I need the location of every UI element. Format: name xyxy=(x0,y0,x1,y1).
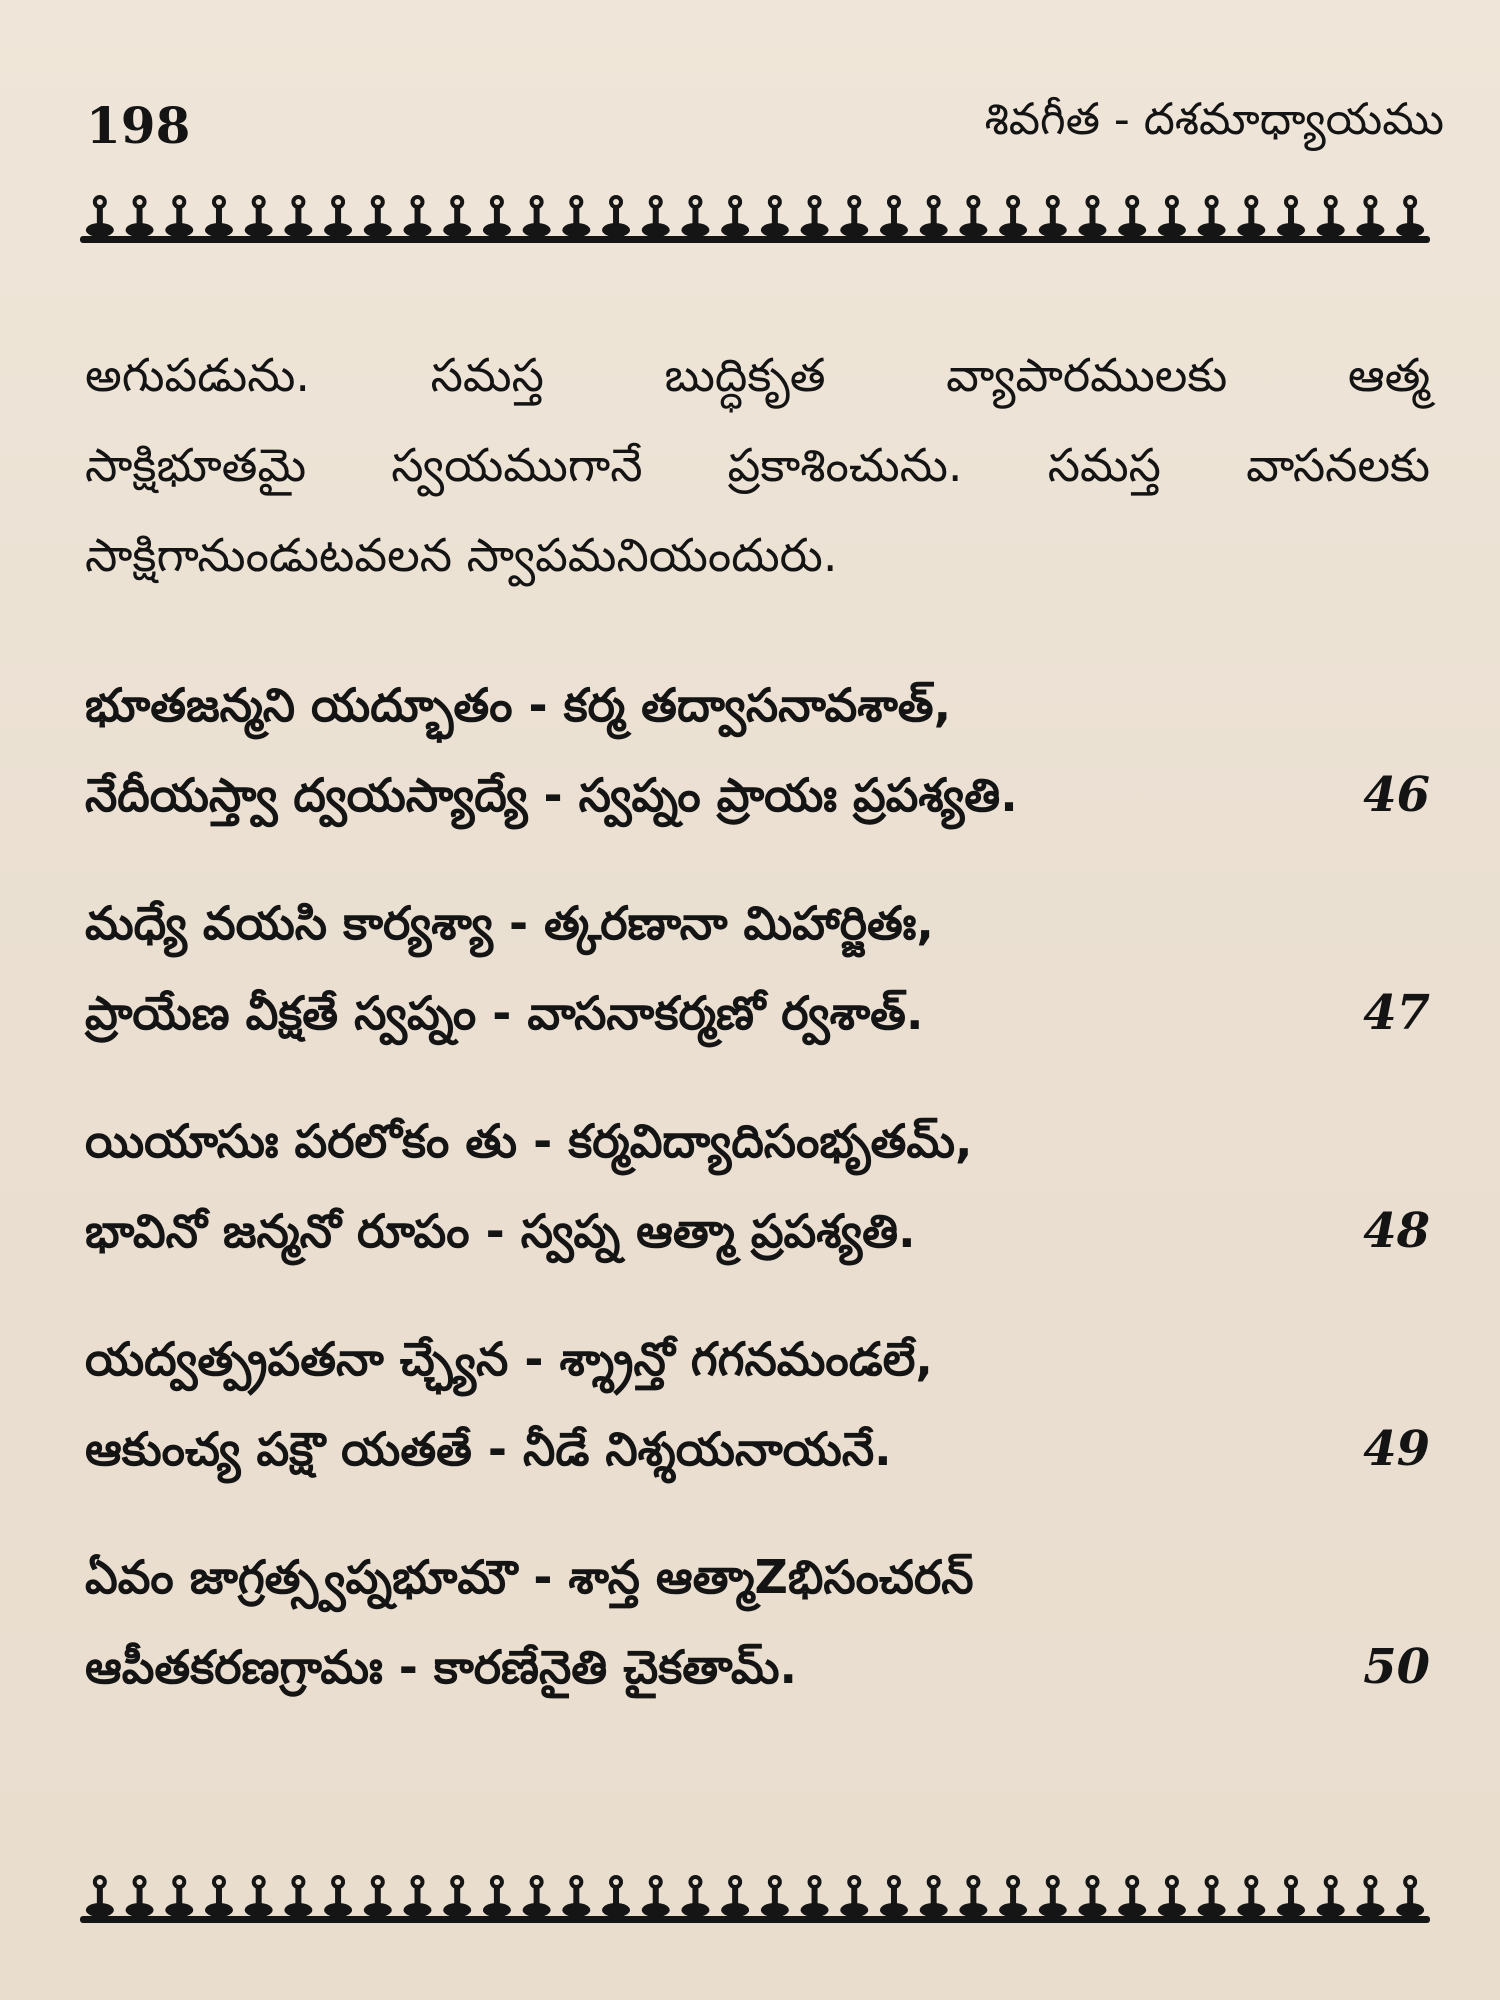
ornament-motif xyxy=(1356,1875,1384,1917)
ornament-motif xyxy=(801,195,829,237)
ornament-motif xyxy=(443,1875,471,1917)
page-number: 198 xyxy=(86,96,191,155)
ornament-motif xyxy=(1277,1875,1305,1917)
ornament-motif xyxy=(483,195,511,237)
verse-line-with-number xyxy=(85,968,1430,1058)
ornament-motif xyxy=(1396,195,1424,237)
verse-number: 50 xyxy=(1363,1639,1430,1695)
ornament-motif xyxy=(562,195,590,237)
ornament-motif xyxy=(761,1875,789,1917)
verse-46 xyxy=(85,660,1430,840)
verse-47 xyxy=(85,878,1430,1058)
verse-49 xyxy=(85,1314,1430,1494)
verse-number: 49 xyxy=(1363,1421,1430,1477)
ornament-motif xyxy=(364,195,392,237)
ornament-motif xyxy=(404,1875,432,1917)
ornament-motif xyxy=(642,1875,670,1917)
verse-line: యద్వత్ప్రపతనా చ్ఛ్యేన - శ్శ్రాన్తో గగనమండలే, xyxy=(85,1332,933,1386)
verse-48 xyxy=(85,1096,1430,1276)
ornament-motif xyxy=(840,195,868,237)
ornament-motif xyxy=(602,195,630,237)
ornament-motif xyxy=(880,1875,908,1917)
ornament-motif xyxy=(443,195,471,237)
ornament-motif xyxy=(959,195,987,237)
ornament-border-bottom xyxy=(80,1870,1430,1930)
ornament-motif xyxy=(86,195,114,237)
prose-line: అగుపడును. సమస్త బుద్ధికృత వ్యాపారములకు ఆత్మ xyxy=(85,348,1430,402)
ornament-motif xyxy=(1317,1875,1345,1917)
ornament-motif xyxy=(126,195,154,237)
ornament-motif xyxy=(840,1875,868,1917)
ornament-motif xyxy=(205,1875,233,1917)
ornament-motif xyxy=(602,1875,630,1917)
verse-line-with-number xyxy=(85,1186,1430,1276)
ornament-motif xyxy=(1118,1875,1146,1917)
verse-line: భూతజన్మని యద్భూతం - కర్మ తద్వాసనావశాత్, xyxy=(85,678,952,732)
verse-line: ఏవం జాగ్రత్స్వప్నభూమౌ - శాన్త ఆత్మాZభిసంచరన్ xyxy=(85,1550,974,1604)
ornament-motif xyxy=(1158,1875,1186,1917)
ornament-motif xyxy=(284,1875,312,1917)
ornament-motif xyxy=(284,195,312,237)
ornament-motif xyxy=(523,195,551,237)
ornament-motif xyxy=(364,1875,392,1917)
ornament-motif xyxy=(562,1875,590,1917)
verse-number: 48 xyxy=(1363,1203,1430,1259)
ornament-motif xyxy=(959,1875,987,1917)
ornament-motif xyxy=(1396,1875,1424,1917)
verse-line: మధ్యే వయసి కార్యశ్యా - త్కరణానా మిహార్జితః, xyxy=(85,896,934,950)
verse-number: 47 xyxy=(1363,985,1430,1041)
ornament-motif xyxy=(920,1875,948,1917)
ornament-motif xyxy=(86,1875,114,1917)
ornament-motif xyxy=(523,1875,551,1917)
ornament-border-top xyxy=(80,190,1430,250)
ornament-motif xyxy=(1237,195,1265,237)
verse-line-with-number xyxy=(85,750,1430,840)
ornament-motif xyxy=(483,1875,511,1917)
verse-list xyxy=(85,660,1430,1712)
ornament-motif xyxy=(761,195,789,237)
ornament-motif xyxy=(999,1875,1027,1917)
ornament-motif xyxy=(681,1875,709,1917)
verse-number: 46 xyxy=(1363,767,1430,823)
verse-line: నేదీయస్త్వా ద్వయస్యాద్యే - స్వప్నం ప్రాయః ప్రపశ్యతి. xyxy=(85,768,1018,822)
running-title: శివగీత - దశమాధ్యాయము xyxy=(984,94,1444,145)
ornament-motif xyxy=(642,195,670,237)
ornament-motif xyxy=(999,195,1027,237)
prose-paragraph xyxy=(85,330,1430,600)
verse-line: యియాసుః పరలోకం తు - కర్మవిద్యాదిసంభృతమ్, xyxy=(85,1114,973,1168)
verse-line: ఆకుంచ్య పక్షౌ యతతే - నీడే నిశ్శయనాయనే. xyxy=(85,1422,892,1476)
ornament-motif xyxy=(721,195,749,237)
prose-line: సాక్షిభూతమై స్వయముగానే ప్రకాశించును. సమస్త వాసనలకు xyxy=(85,438,1430,492)
ornament-motif xyxy=(880,195,908,237)
ornament-motif xyxy=(1277,195,1305,237)
ornament-motif xyxy=(1158,195,1186,237)
ornament-motif xyxy=(1356,195,1384,237)
ornament-motif xyxy=(721,1875,749,1917)
ornament-motif xyxy=(1198,1875,1226,1917)
verse-line: ప్రాయేణ వీక్షతే స్వప్నం - వాసనాకర్మణో ర్వశాత్. xyxy=(85,986,924,1040)
ornament-motif xyxy=(165,195,193,237)
ornament-motif xyxy=(165,1875,193,1917)
ornament-motif xyxy=(920,195,948,237)
prose-line: సాక్షిగానుండుటవలన స్వాపమనియందురు. xyxy=(85,528,838,582)
verse-line: భావినో జన్మనో రూపం - స్వప్న ఆత్మా ప్రపశ్యతి. xyxy=(85,1204,916,1258)
verse-line: ఆపీతకరణగ్రామః - కారణేనైతి చైకతామ్. xyxy=(85,1640,798,1694)
ornament-motif xyxy=(1198,195,1226,237)
ornament-motif xyxy=(245,1875,273,1917)
ornament-motif xyxy=(801,1875,829,1917)
ornament-motif xyxy=(245,195,273,237)
ornament-motif xyxy=(404,195,432,237)
ornament-motif xyxy=(1079,195,1107,237)
ornament-motif xyxy=(126,1875,154,1917)
ornament-motif xyxy=(1079,1875,1107,1917)
ornament-motif xyxy=(1039,1875,1067,1917)
verse-line-with-number xyxy=(85,1404,1430,1494)
ornament-motif xyxy=(324,195,352,237)
ornament-motif xyxy=(205,195,233,237)
page-header xyxy=(80,92,1450,162)
ornament-motif xyxy=(1039,195,1067,237)
verse-line-with-number xyxy=(85,1622,1430,1712)
verse-50 xyxy=(85,1532,1430,1712)
ornament-motif xyxy=(681,195,709,237)
ornament-motif xyxy=(1237,1875,1265,1917)
ornament-motif xyxy=(324,1875,352,1917)
ornament-motif xyxy=(1118,195,1146,237)
ornament-motif xyxy=(1317,195,1345,237)
